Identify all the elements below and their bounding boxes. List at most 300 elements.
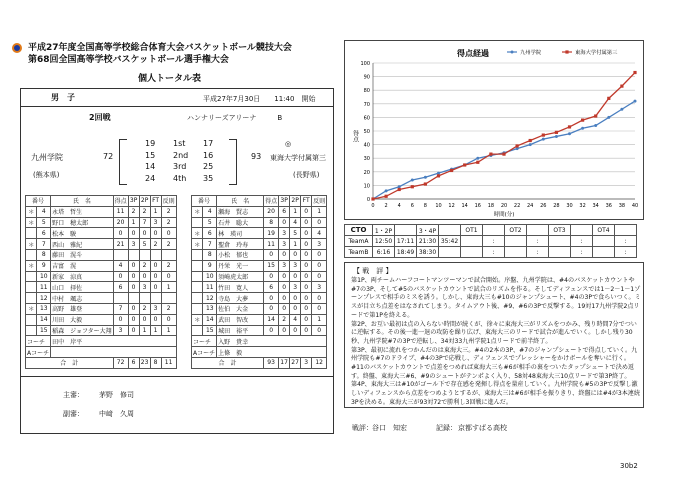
x-tick-label: 8	[423, 203, 427, 209]
time-table-header-cell: OT1	[461, 225, 483, 236]
quarter-score-b: 25	[203, 162, 214, 171]
player-ft	[150, 293, 161, 304]
player-row	[192, 239, 327, 250]
time-table-cell: :	[571, 236, 593, 247]
player-3p: 0	[128, 314, 139, 325]
time-table-header-cell: 3・4P	[417, 225, 439, 236]
data-point	[437, 172, 440, 175]
player-fouls: 3	[312, 282, 327, 293]
data-point	[607, 97, 610, 100]
coach-name: 田中 岸平	[51, 336, 177, 347]
score-progress-svg	[345, 41, 643, 219]
team-a-prefecture: (熊本県)	[33, 171, 60, 179]
data-point	[555, 131, 558, 134]
player-points: 14	[264, 314, 279, 325]
roster-header-cell: 2P	[140, 197, 149, 205]
player-fouls: 1	[161, 282, 176, 293]
review-writer: 谷口 知宏	[372, 424, 407, 432]
starter-mark	[26, 293, 37, 304]
starter-mark: ＊	[26, 303, 37, 314]
data-point	[463, 163, 466, 166]
time-table-cell: 17:11	[395, 236, 417, 247]
player-3p: 3	[279, 260, 290, 271]
data-point	[634, 100, 637, 103]
player-ft: 0	[301, 325, 312, 336]
time-table-header-cell: OT2	[505, 225, 527, 236]
time-table-cell	[593, 247, 615, 258]
player-3p: 3	[279, 239, 290, 250]
player-row	[192, 293, 327, 304]
starter-mark: ＊	[192, 314, 203, 325]
player-3p: 3	[128, 239, 139, 250]
roster-header-cell: 得点	[264, 196, 279, 207]
player-number: 7	[203, 239, 217, 250]
quarter-label: 1st	[173, 139, 186, 148]
player-2p: 3	[139, 282, 150, 293]
player-ft: 0	[301, 303, 312, 314]
y-tick-label: 0	[366, 197, 370, 203]
player-2p: 0	[139, 271, 150, 282]
player-name: 永塔 哲生	[51, 206, 113, 217]
total-fouls: 12	[312, 357, 327, 368]
roster-header-cell: 氏 名	[51, 196, 113, 207]
quarter-label: 4th	[173, 173, 187, 183]
y-tick-label: 90	[363, 74, 370, 81]
player-ft: 0	[301, 314, 312, 325]
player-3p: 0	[279, 217, 290, 228]
total-ft: 3	[301, 357, 312, 368]
quarter-label: 2nd	[173, 150, 189, 160]
player-2p: 0	[290, 271, 301, 282]
player-points: 19	[264, 228, 279, 239]
team-a-roster-table	[25, 195, 177, 369]
score-progress-chart	[344, 40, 644, 220]
player-ft: 0	[301, 260, 312, 271]
time-table-team: TeamB	[345, 247, 373, 258]
player-points: 6	[113, 282, 128, 293]
time-table-cell: 12:50	[373, 236, 395, 247]
team-b-name: 東海大学付属第三	[270, 154, 326, 162]
y-tick-label: 30	[363, 156, 370, 163]
player-points: 20	[264, 206, 279, 217]
team-b-prefecture: (長野県)	[293, 171, 320, 179]
player-ft	[150, 249, 161, 260]
player-number: 8	[203, 249, 217, 260]
player-fouls: 2	[161, 206, 176, 217]
player-fouls: 2	[161, 303, 176, 314]
player-3p	[128, 249, 139, 260]
player-2p	[139, 293, 150, 304]
time-table	[344, 224, 637, 258]
coach-name	[51, 347, 177, 358]
data-point	[633, 71, 636, 74]
roster-header-cell: FT	[302, 197, 310, 205]
time-table-cell	[505, 236, 527, 247]
y-axis-label: 得点	[351, 130, 359, 142]
referee-assist-label: 副審：	[63, 410, 84, 418]
player-2p: 7	[139, 217, 150, 228]
total-2p: 23	[140, 359, 149, 367]
player-number: 6	[203, 228, 217, 239]
time-table-cell	[505, 247, 527, 258]
assistant-coach-row	[192, 347, 327, 358]
player-number: 11	[203, 282, 217, 293]
review-title: 【 戦 評 】	[353, 267, 393, 275]
player-2p: 1	[290, 206, 301, 217]
player-points: 7	[113, 303, 128, 314]
time-table-row	[345, 247, 637, 258]
time-table-header-cell: OT4	[593, 225, 615, 236]
player-ft: 0	[150, 314, 161, 325]
player-fouls: 0	[312, 271, 327, 282]
player-fouls	[161, 293, 176, 304]
data-point	[607, 116, 610, 119]
player-2p: 1	[139, 325, 150, 336]
time-table-cell: :	[527, 247, 549, 258]
player-fouls: 0	[161, 228, 176, 239]
data-point	[476, 161, 479, 164]
player-name: 新家 涼真	[51, 271, 113, 282]
player-3p: 1	[128, 217, 139, 228]
time-table-row	[345, 236, 637, 247]
referee-assist: 中﨑 久周	[99, 410, 134, 418]
player-fouls: 0	[312, 260, 327, 271]
time-table-cell: :	[615, 236, 637, 247]
data-point	[424, 176, 427, 179]
player-ft: 0	[301, 249, 312, 260]
player-points: 8	[264, 217, 279, 228]
player-fouls: 0	[312, 293, 327, 304]
legend-label: 九州学院	[520, 50, 542, 56]
player-3p: 2	[128, 206, 139, 217]
time-table-header-cell: 1・2P	[373, 225, 395, 236]
roster-header-cell: 番号	[192, 196, 217, 207]
legend-label: 東海大学付属第三	[575, 50, 618, 56]
player-row	[26, 293, 177, 304]
player-2p: 2	[139, 206, 150, 217]
player-3p: 0	[128, 260, 139, 271]
player-3p: 0	[128, 303, 139, 314]
time-table-header-cell: CTO	[345, 225, 373, 236]
total-2p: 27	[291, 359, 299, 367]
player-fouls: 0	[161, 271, 176, 282]
total-3p: 17	[280, 359, 288, 367]
player-ft: 0	[301, 282, 312, 293]
x-tick-label: 30	[566, 203, 573, 209]
player-points: 0	[264, 325, 279, 336]
player-fouls: 0	[312, 249, 327, 260]
player-points: 0	[264, 303, 279, 314]
player-2p: 1	[290, 239, 301, 250]
x-tick-label: 34	[592, 203, 599, 209]
winner-mark: ◎	[285, 140, 292, 148]
player-ft: 0	[150, 260, 161, 271]
player-2p: 4	[290, 217, 301, 228]
player-points: 15	[264, 260, 279, 271]
player-fouls: 3	[312, 239, 327, 250]
player-3p: 0	[279, 249, 290, 260]
player-row	[26, 206, 177, 217]
x-tick-label: 22	[513, 203, 521, 209]
time-table-header-cell	[439, 225, 461, 236]
player-3p: 2	[279, 314, 290, 325]
data-point	[385, 189, 388, 192]
title-line-2: 第68回全国高等学校バスケットボール選手権大会	[28, 55, 229, 65]
y-tick-label: 80	[363, 88, 370, 95]
quarter-score-b: 16	[203, 150, 214, 160]
player-number: 5	[203, 217, 217, 228]
data-point	[594, 124, 597, 127]
game-review	[344, 262, 644, 408]
player-number: 13	[37, 303, 51, 314]
total-fouls: 11	[161, 357, 176, 368]
player-points: 3	[113, 325, 128, 336]
time-table-header	[345, 225, 637, 236]
player-3p: 0	[279, 303, 290, 314]
player-row	[192, 271, 327, 282]
player-row	[26, 325, 177, 336]
player-3p: 3	[279, 228, 290, 239]
player-3p: 0	[128, 271, 139, 282]
player-number: 14	[37, 314, 51, 325]
starter-mark: ＊	[26, 239, 37, 250]
player-row	[192, 303, 327, 314]
player-ft: 0	[150, 228, 161, 239]
starter-mark	[192, 271, 203, 282]
data-point	[424, 182, 427, 185]
player-ft: 0	[150, 282, 161, 293]
data-point	[529, 143, 532, 146]
data-point	[568, 125, 571, 128]
x-tick-label: 10	[435, 203, 442, 209]
player-2p: 0	[290, 325, 301, 336]
time-table-cell: :	[483, 236, 505, 247]
time-table-cell: :	[615, 247, 637, 258]
player-name: 松本 駿	[51, 228, 113, 239]
player-2p: 0	[290, 293, 301, 304]
player-name: 川田 大毅	[51, 314, 113, 325]
player-fouls: 1	[312, 314, 327, 325]
player-2p: 0	[290, 303, 301, 314]
starter-mark: ＊	[192, 228, 203, 239]
data-point	[594, 114, 597, 117]
time-table-cell: 38:30	[417, 247, 439, 258]
player-points: 20	[113, 217, 128, 228]
total-3p: 6	[128, 357, 139, 368]
time-table-header-cell	[527, 225, 549, 236]
player-fouls: 1	[161, 325, 176, 336]
player-row	[26, 217, 177, 228]
page-subtitle: 個人トータル表	[138, 74, 202, 84]
match-datetime: 平成27年7月30日 11:40 開始	[203, 95, 316, 103]
time-table-cell	[461, 247, 483, 258]
time-table-cell: 6:16	[373, 247, 395, 258]
roster-header-row	[26, 196, 177, 207]
player-name: 瀬海 賢志	[217, 206, 264, 217]
player-fouls: 0	[312, 303, 327, 314]
starter-mark	[192, 249, 203, 260]
coach-row	[192, 336, 327, 347]
player-ft: 0	[301, 293, 312, 304]
data-point	[411, 185, 414, 188]
player-points	[113, 293, 128, 304]
total-row	[26, 357, 177, 368]
player-row	[26, 228, 177, 239]
y-tick-label: 60	[363, 115, 370, 122]
quarter-score-a: 24	[145, 173, 156, 183]
roster-header-cell: 反則	[312, 196, 327, 207]
data-point	[620, 85, 623, 88]
starter-mark	[26, 228, 37, 239]
review-writer-label: 戦評：	[352, 424, 373, 432]
review-paragraph: 第4P、東海大三は#10がゴール下で存在感を発揮し得点を量産していく。九州学院も#5の3Pで反撃し激しいディフェンスから点差をつめようとするが、東海大三は#6が相手を振りきり、終盤には#4が3本連続3Pを決める。東海大三が93対72で勝利し3回戦に進んだ。	[351, 381, 640, 406]
time-table-cell: 35:42	[439, 236, 461, 247]
game-box-score	[20, 88, 334, 434]
team-a-name: 九州学院	[31, 153, 63, 162]
player-name: 須崎虎太郎	[217, 271, 264, 282]
player-row	[192, 314, 327, 325]
player-name: 小松 郁也	[217, 249, 264, 260]
player-name: 聖倉 玲寿	[217, 239, 264, 250]
round-label: 2回戦	[89, 113, 111, 122]
player-2p: 5	[139, 239, 150, 250]
data-point	[502, 153, 505, 156]
time-table-header-cell: OT3	[549, 225, 571, 236]
quarter-score-a: 19	[145, 139, 156, 148]
player-name: 山口 拝佐	[51, 282, 113, 293]
quarter-score-b: 17	[203, 139, 214, 148]
player-row	[192, 260, 327, 271]
player-3p: 0	[128, 282, 139, 293]
data-point	[516, 144, 519, 147]
review-paragraph: 第3P、最初に流れをつかんだのは東海大三。#4の2本の3P、#7のジャンプシュートで得点していく。九州学院も#7のドライブ、#4の3Pで応戦し、ディフェンスでプレッシャーをかけボールを奪いに行く。#11のバスケットカウントで点差をつめれば東海大三も#6が相手の裏をついたタップシュートで決め返す。終盤、東海大三#6、#9のシュートがテンポよく入り、58対48東海大三10点リードで第3P終了。	[351, 346, 638, 380]
player-name: 寺島 大夢	[217, 293, 264, 304]
data-point	[529, 139, 532, 142]
data-point	[385, 195, 388, 198]
player-name: 吉富 滉	[51, 260, 113, 271]
quarter-score-a: 14	[145, 162, 156, 171]
player-3p: 0	[279, 282, 290, 293]
player-row	[192, 217, 327, 228]
coach-row	[26, 336, 177, 347]
player-name: 丹栄 光一	[217, 260, 264, 271]
player-points: 6	[264, 282, 279, 293]
player-fouls: 0	[161, 314, 176, 325]
player-ft: 1	[150, 206, 161, 217]
coach-label: コーチ	[26, 336, 51, 347]
player-row	[26, 260, 177, 271]
player-row	[26, 303, 177, 314]
total-label: 合 計	[192, 357, 264, 368]
player-number: 12	[203, 293, 217, 304]
player-fouls: 4	[312, 228, 327, 239]
starter-mark	[26, 325, 37, 336]
y-tick-label: 20	[363, 169, 370, 176]
player-row	[26, 282, 177, 293]
starter-mark	[192, 260, 203, 271]
x-tick-label: 40	[631, 203, 639, 209]
player-fouls: 1	[312, 206, 327, 217]
player-2p: 4	[290, 314, 301, 325]
starter-mark	[26, 271, 37, 282]
player-name: 中村 颯志	[51, 293, 113, 304]
player-3p: 0	[279, 293, 290, 304]
x-tick-label: 32	[579, 203, 586, 209]
player-number: 6	[37, 228, 51, 239]
player-row	[192, 206, 327, 217]
record-label: 記録：	[436, 424, 457, 432]
data-point	[437, 174, 440, 177]
roster-header-cell: 番号	[26, 196, 51, 207]
x-tick-label: 12	[448, 203, 455, 209]
review-paragraph: 第2P、お互い最初は点の入らない時間が続くが、徐々に東海大三がリズムをつかみ、残り時間7分でついに逆転する。その後一進一退の攻防を繰り広げ、東海大三のリードで試合が進んでいく。しかし残り30秒、九州学院#7の3Pで逆転し、34対33九州学院1点リードで前半終了。	[351, 320, 637, 345]
player-number: 14	[203, 314, 217, 325]
y-tick-label: 40	[363, 142, 370, 149]
player-points	[113, 249, 128, 260]
player-3p: 6	[279, 206, 290, 217]
player-2p: 0	[290, 249, 301, 260]
coach-label: Aコーチ	[26, 347, 51, 358]
review-paragraph: 第1P、両チームハーフコートマンツーマンで試合開始。序盤、九州学院は、#4のバスケットカウントや#7の3P、そして#5のバスケットカウントで試合のリズムを作る。そしてディフェンスでは1－2－1－1ゾーンプレスで相手のミスを誘う。しかし、東海大三も#10のジャンプシュート、#4の3Pで食らいつく。ミスが目立ち点差をはなされてしまう。タイムアウト後、#9、#6の3Pで反撃する。19対17九州学院2点リードで第1Pを終える。	[351, 277, 641, 319]
player-row	[26, 271, 177, 282]
title-line-1: 平成27年度全国高等学校総合体育大会バスケットボール競技大会	[28, 43, 292, 53]
total-label: 合 計	[26, 357, 114, 368]
player-ft: 0	[301, 271, 312, 282]
player-2p: 3	[290, 260, 301, 271]
time-table-header-cell	[483, 225, 505, 236]
player-name: 石井 聡大	[217, 217, 264, 228]
data-point	[398, 185, 401, 188]
x-tick-label: 4	[397, 203, 401, 209]
player-number: 8	[37, 249, 51, 260]
time-table-cell: :	[571, 247, 593, 258]
x-tick-label: 28	[553, 203, 560, 209]
roster-header-cell: FT	[152, 197, 160, 205]
data-point	[542, 133, 545, 136]
venue-label: ハンナリーズアリーナ B	[187, 114, 283, 122]
player-points: 11	[264, 239, 279, 250]
legend-marker	[565, 50, 568, 53]
legend-marker	[511, 51, 514, 54]
roster-header-cell: 3P	[280, 197, 288, 205]
data-point	[398, 188, 401, 191]
player-2p: 0	[139, 228, 150, 239]
time-table-cell	[439, 247, 461, 258]
player-name: 高野 雄登	[51, 303, 113, 314]
page-code: 30b2	[620, 462, 638, 470]
referee-chief-label: 主審：	[63, 391, 84, 399]
x-tick-label: 38	[618, 203, 626, 209]
y-tick-label: 10	[363, 183, 370, 190]
time-table-cell: :	[483, 247, 505, 258]
starter-mark	[192, 293, 203, 304]
x-tick-label: 18	[487, 203, 495, 209]
starter-mark	[26, 249, 37, 260]
player-2p: 5	[290, 228, 301, 239]
quarter-score-a: 15	[145, 150, 156, 160]
player-ft: 0	[301, 228, 312, 239]
x-tick-label: 20	[500, 203, 508, 209]
time-table-cell	[593, 236, 615, 247]
time-table-cell	[461, 236, 483, 247]
data-point	[450, 169, 453, 172]
player-points: 0	[264, 271, 279, 282]
coach-name: 入野 貴幸	[217, 336, 327, 347]
player-name: 城田 裕平	[217, 325, 264, 336]
x-tick-label: 16	[474, 203, 481, 209]
record-school: 京都すばる高校	[458, 424, 507, 432]
player-fouls	[161, 249, 176, 260]
